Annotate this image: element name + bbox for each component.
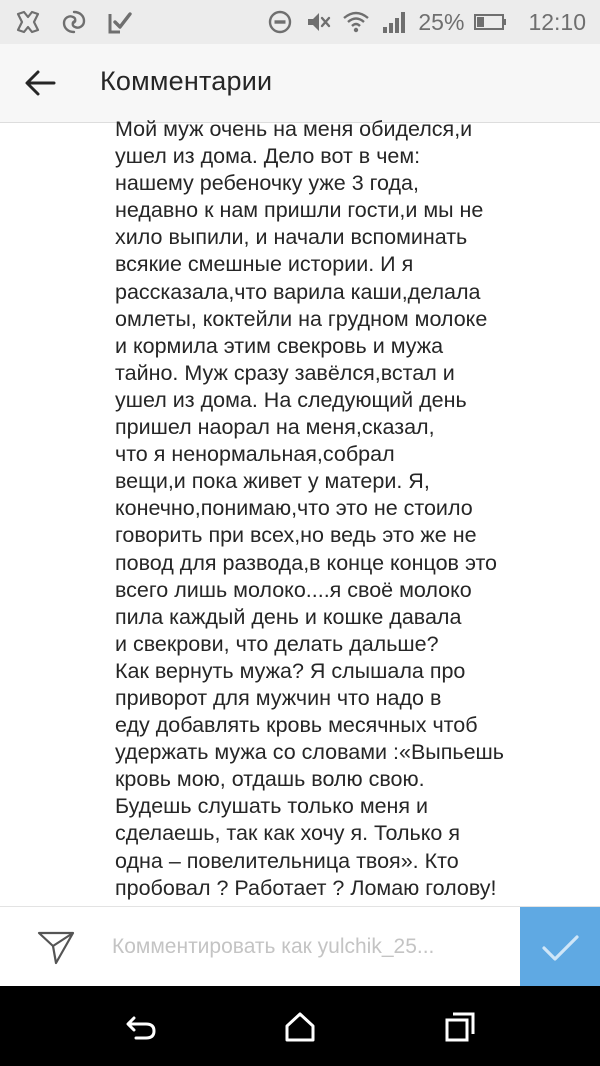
nav-home-icon[interactable] <box>283 1010 317 1044</box>
status-system <box>266 8 586 36</box>
nav-recents-icon[interactable] <box>443 1010 477 1044</box>
battery-percent: 25% <box>418 9 465 35</box>
do-not-disturb-icon <box>266 8 294 36</box>
comment-body <box>115 116 555 906</box>
comment-text: Мой муж очень на меня обиделся,и ушел из дома. Дело вот в чем: нашему ребеночку уже 3 года, недавно к нам пришли гости,и мы не хило выпили, и начали вспоминать всякие смешные истории. И я рассказала,что варила каши,делала омлеты, коктейли на грудном молоке и кормила этим свекровь и мужа тайно. Муж сразу завёлся,встал и ушел из дома. На следующий день пришел наорал на меня,сказал, что я ненормальная,собрал вещи,и пока живет у матери. Я, конечно,понимаю,что это не стоило говорить при всех,но ведь это же не повод для развода,в конце концов это всего лишь молоко....я своё молоко пила каждый день и кошке давала и свекрови, что делать дальше? Как вернуть мужа? Я слышала про приворот для мужчин что надо в еду добавлять кровь месячных чтоб удержать мужа со словами :«Выпьешь кровь мою, отдашь волю свою. Будешь слушать только меня и сделаешь, так как хочу я. Только я одна – повелительница твоя». Кто пробовал ? Работает ? Ломаю голову! <box>115 117 505 900</box>
clock: 12:10 <box>528 9 586 35</box>
checkmark-icon <box>520 907 600 987</box>
app-notification-icon <box>14 8 42 36</box>
arrow-left-icon[interactable] <box>20 63 60 103</box>
paper-plane-icon[interactable] <box>36 929 76 967</box>
battery-icon <box>474 8 508 36</box>
system-nav-bar <box>0 986 600 1066</box>
signal-icon <box>380 8 408 36</box>
app-bar <box>0 44 600 123</box>
mute-icon <box>304 8 332 36</box>
post-comment-button[interactable] <box>520 907 600 987</box>
nav-back-icon[interactable] <box>124 1010 158 1044</box>
status-bar <box>0 0 600 44</box>
wifi-icon <box>342 8 370 36</box>
check-notification-icon <box>106 8 134 36</box>
comment-composer <box>0 906 600 987</box>
status-notifications <box>14 8 134 36</box>
swirl-notification-icon <box>60 8 88 36</box>
page-title: Комментарии <box>100 66 273 96</box>
comment-input[interactable] <box>112 925 507 969</box>
